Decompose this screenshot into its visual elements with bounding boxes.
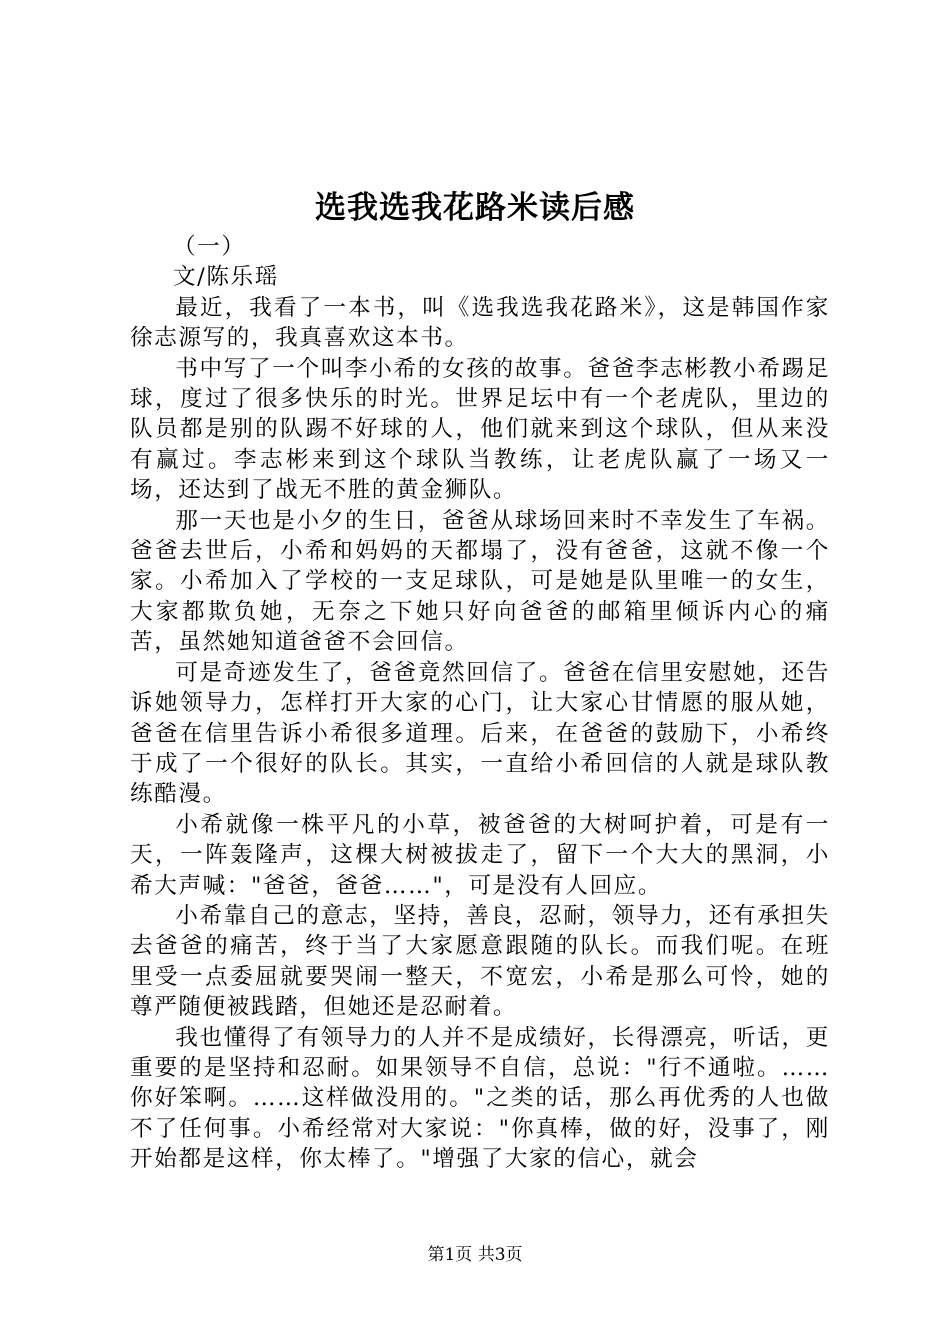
page-number-footer: 第1页 共3页 xyxy=(427,1245,523,1265)
paragraph: 书中写了一个叫李小希的女孩的故事。爸爸李志彬教小希踢足球，度过了很多快乐的时光。世界足坛中有一个老虎队，里边的队员都是别的队踢不好球的人，他们就来到这个球队，但从来没有赢过。李志彬来到这个球队当教练，让老虎队赢了一场又一场，还达到了战无不胜的黄金狮队。 xyxy=(130,355,830,504)
paragraph: 我也懂得了有领导力的人并不是成绩好，长得漂亮，听话，更重要的是坚持和忍耐。如果领导不自信，总说："行不通啦。……你好笨啊。……这样做没用的。"之类的话，那么再优秀的人也做不了任何事。小希经常对大家说："你真棒，做的好，没事了，刚开始都是这样，你太棒了。"增强了大家的信心，就会 xyxy=(130,1024,830,1173)
document-title: 选我选我花路米读后感 xyxy=(315,190,635,226)
document-body xyxy=(130,232,830,1175)
paragraph: 那一天也是小夕的生日，爸爸从球场回来时不幸发生了车祸。爸爸去世后，小希和妈妈的天都塌了，没有爸爸，这就不像一个家。小希加入了学校的一支足球队，可是她是队里唯一的女生，大家都欺负她，无奈之下她只好向爸爸的邮箱里倾诉内心的痛苦，虽然她知道爸爸不会回信。 xyxy=(130,507,830,656)
paragraph: 最近，我看了一本书，叫《选我选我花路米》，这是韩国作家徐志源写的，我真喜欢这本书。 xyxy=(130,294,830,352)
paragraph: 可是奇迹发生了，爸爸竟然回信了。爸爸在信里安慰她，还告诉她领导力，怎样打开大家的心门，让大家心甘情愿的服从她，爸爸在信里告诉小希很多道理。后来，在爸爸的鼓励下，小希终于成了一个很好的队长。其实，一直给小希回信的人就是球队教练酷漫。 xyxy=(130,659,830,808)
paragraph: 小希就像一株平凡的小草，被爸爸的大树呵护着，可是有一天，一阵轰隆声，这棵大树被拔走了，留下一个大大的黑洞，小希大声喊："爸爸，爸爸……"，可是没有人回应。 xyxy=(130,811,830,899)
paragraph: 小希靠自己的意志，坚持，善良，忍耐，领导力，还有承担失去爸爸的痛苦，终于当了大家愿意跟随的队长。而我们呢。在班里受一点委屈就要哭闹一整天，不宽宏，小希是那么可怜，她的尊严随便被践踏，但她还是忍耐着。 xyxy=(130,902,830,1021)
section-label: （一） xyxy=(172,234,246,260)
author-line: 文/陈乐瑶 xyxy=(172,264,279,291)
